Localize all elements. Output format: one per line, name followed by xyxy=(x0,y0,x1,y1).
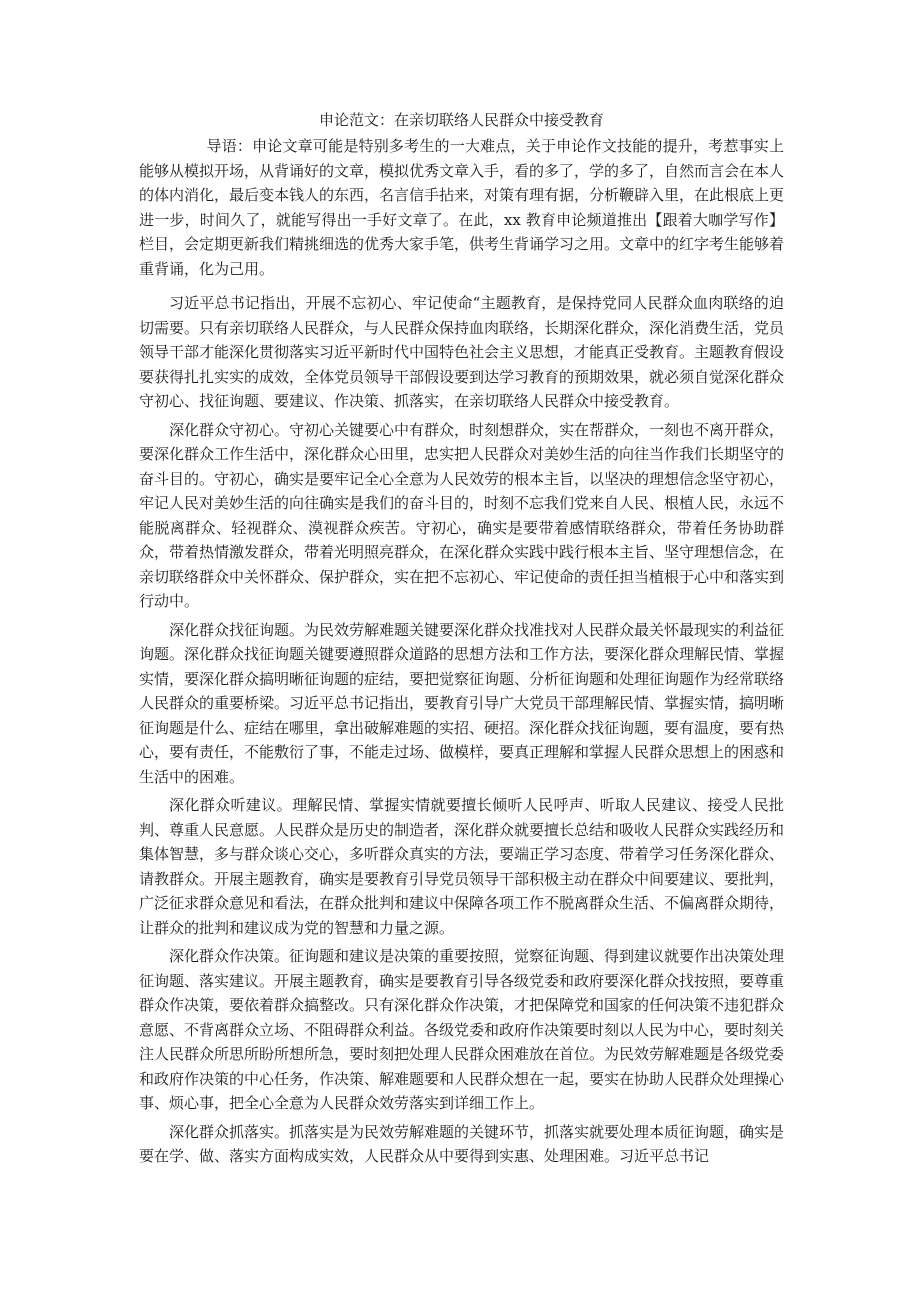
document-page xyxy=(139,108,784,1173)
body-paragraph: 习近平总书记指出，开展不忘初心、牢记使命“主题教育，是保持党同人民群众血肉联络的迫切需要。只有亲切联络人民群众，与人民群众保持血肉联络，长期深化群众，深化消费生活，党员领导干部才能深化贯彻落实习近平新时代中国特色社会主义思想，才能真正受教育。主题教育假设要获得扎扎实实的成效，全体党员领导干部假设要到达学习教育的预期效果，就必须自觉深化群众守初心、找征询题、要建议、作决策、抓落实，在亲切联络人民群众中接受教育。 xyxy=(139,294,785,410)
body-paragraph: 深化群众找征询题。为民效劳解难题关键要深化群众找准找对人民群众最关怀最现实的利益征询题。深化群众找征询题关键要遵照群众道路的思想方法和工作方法，要深化群众理解民情、掌握实情，要深化群众搞明晰征询题的症结，要把觉察征询题、分析征询题和处理征询题作为经常联络人民群众的重要桥梁。习近平总书记指出，要教育引导广大党员干部理解民情、掌握实情，搞明晰征询题是什么、症结在哪里，拿出破解难题的实招、硬招。深化群众找征询题，要有温度，要有热心，要有责任，不能敷衍了事，不能走过场、做模样，要真正理解和掌握人民群众思想上的困惑和生活中的困难。 xyxy=(139,620,785,786)
body-paragraph: 深化群众守初心。守初心关键要心中有群众，时刻想群众，实在帮群众，一刻也不离开群众，要深化群众工作生活中，深化群众心田里，忠实把人民群众对美妙生活的向往当作我们长期坚守的奋斗目的。守初心，确实是要牢记全心全意为人民效劳的根本主旨，以坚决的理想信念坚守初心，牢记人民对美妙生活的向往确实是我们的奋斗目的，时刻不忘我们党来自人民、根植人民，永远不能脱离群众、轻视群众、漠视群众疾苦。守初心，确实是要带着感情联络群众，带着任务协助群众，带着热情激发群众，带着光明照亮群众，在深化群众实践中践行根本主旨、坚守理想信念，在亲切联络群众中关怀群众、保护群众，实在把不忘初心、牢记使命的责任担当植根于心中和落实到行动中。 xyxy=(139,420,785,610)
body-paragraph: 深化群众听建议。理解民情、掌握实情就要擅长倾听人民呼声、听取人民建议、接受人民批判、尊重人民意愿。人民群众是历史的制造者，深化群众就要擅长总结和吸收人民群众实践经历和集体智慧，多与群众谈心交心，多听群众真实的方法，要端正学习态度、带着学习任务深化群众、请教群众。开展主题教育，确实是要教育引导党员领导干部积极主动在群众中间要建议、要批判，广泛征求群众意见和看法，在群众批判和建议中保障各项工作不脱离群众生活、不偏离群众期待，让群众的批判和建议成为党的智慧和力量之源。 xyxy=(139,796,785,937)
document-title: 申论范文：在亲切联络人民群众中接受教育 xyxy=(318,111,604,129)
body-paragraph: 深化群众作决策。征询题和建议是决策的重要按照，觉察征询题、得到建议就要作出决策处理征询题、落实建议。开展主题教育，确实是要教育引导各级党委和政府要深化群众找按照，要尊重群众作决策，要依着群众搞整改。只有深化群众作决策，才把保障党和国家的任何决策不违犯群众意愿、不背离群众立场、不阻碍群众利益。各级党委和政府作决策要时刻以人民为中心，要时刻关注人民群众所思所盼所想所急，要时刻把处理人民群众困难放在首位。为民效劳解难题是各级党委和政府作决策的中心任务，作决策、解难题要和人民群众想在一起，要实在协助人民群众处理操心事、烦心事，把全心全意为人民群众效劳落实到详细工作上。 xyxy=(139,947,785,1112)
intro-paragraph: 导语：申论文章可能是特别多考生的一大难点，关于申论作文技能的提升，考惹事实上能够从模拟开场，从背诵好的文章，模拟优秀文章入手，看的多了，学的多了，自然而言会在本人的体内消化，最后变本钱人的东西，名言信手拈来，对策有理有据，分析鞭辟入里，在此根底上更进一步，时间久了，就能写得出一手好文章了。在此，xx 教育申论频道推出【跟着大咖学写作】栏目，会定期更新我们精挑细选的优秀大家手笔，供考生背诵学习之用。文章中的红字考生能够着重背诵，化为己用。 xyxy=(139,137,785,278)
body-paragraph: 深化群众抓落实。抓落实是为民效劳解难题的关键环节，抓落实就要处理本质征询题，确实是要在学、做、落实方面构成实效，人民群众从中要得到实惠、处理困难。习近平总书记 xyxy=(139,1122,785,1165)
